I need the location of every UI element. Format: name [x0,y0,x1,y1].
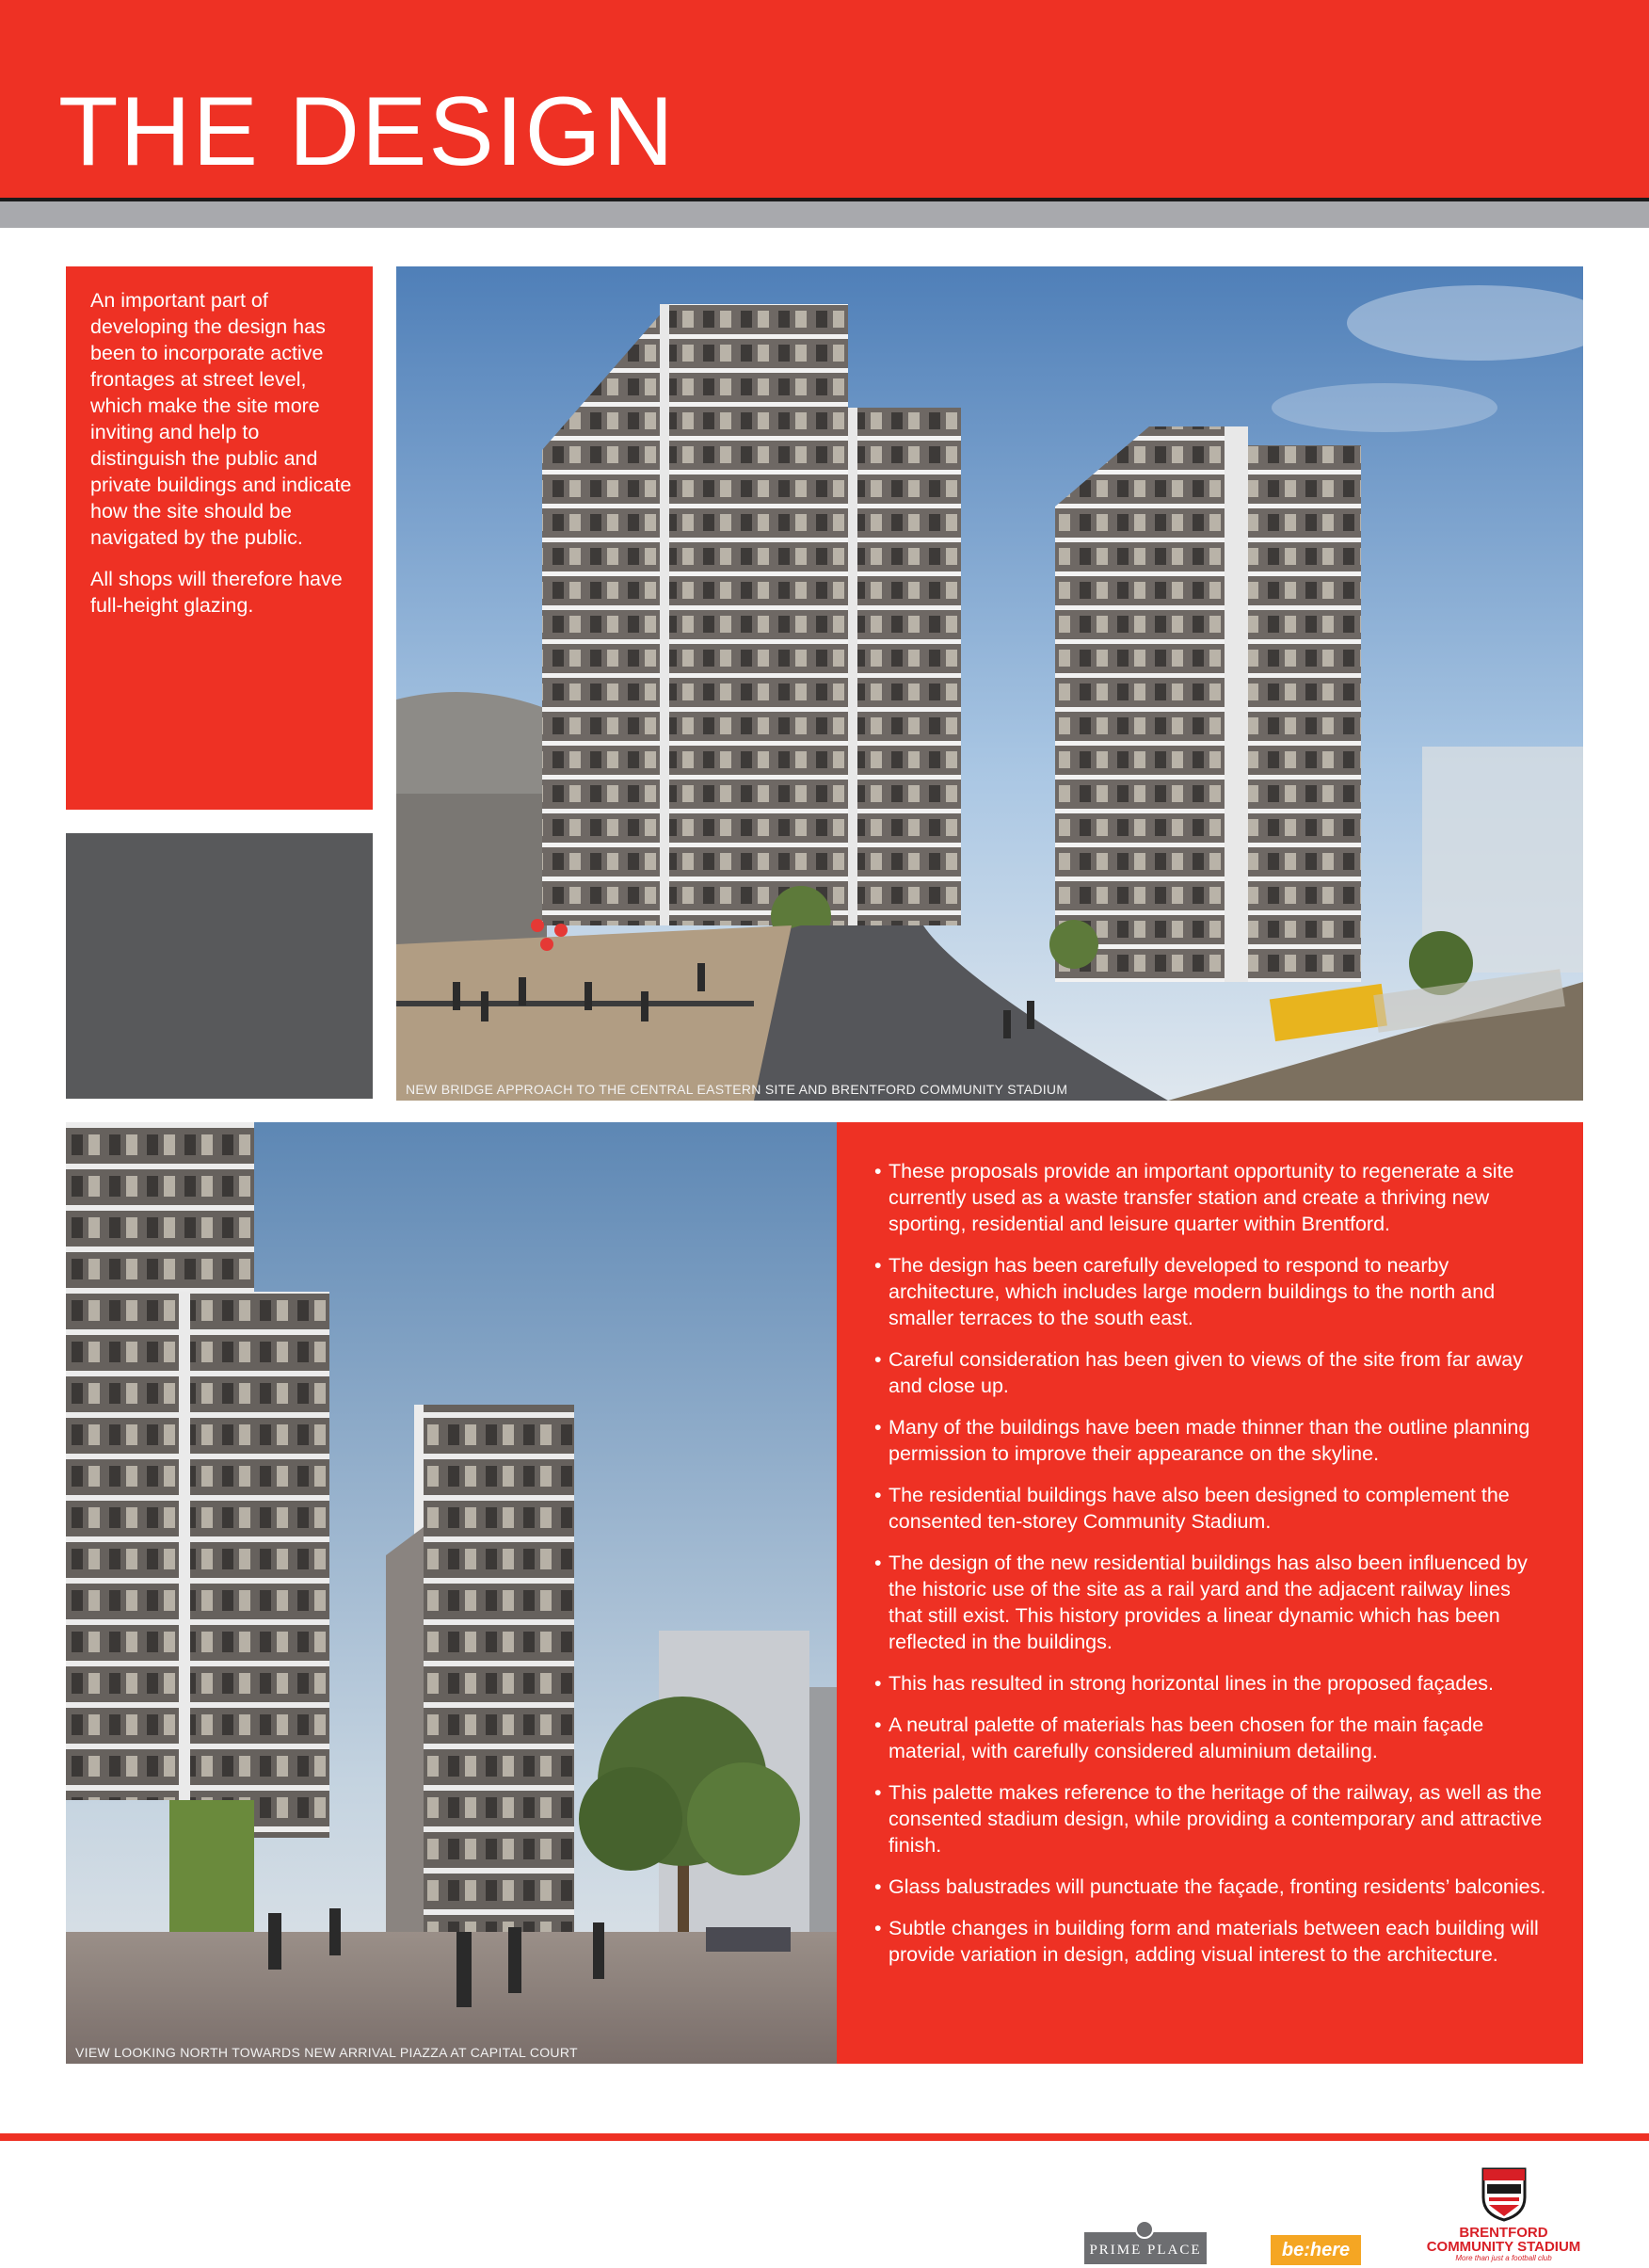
list-item: • The design of the new residential buildings has also been influenced by the historic use of the site as a rail yard and the adjacent railway lines that still exist. This history provides a linear dynamic which has been reflected in the buildings. [874,1550,1549,1655]
header-banner [0,0,1649,198]
list-item: • Many of the buildings have been made thinner than the outline planning permission to improve their appearance on the skyline. [874,1414,1549,1467]
prime-place-emblem-icon [1135,2220,1154,2239]
list-item: • A neutral palette of materials has been chosen for the main façade material, with carefully considered aluminium detailing. [874,1712,1549,1764]
intro-paragraph: An important part of developing the design has been to incorporate active frontages at street level, which make the site more inviting and help to distinguish the public and private buildings and indicate how the site should be navigated by the public. [90,289,352,549]
arrival-piazza-rendering [66,1122,837,2064]
list-item: • These proposals provide an important opportunity to regenerate a site currently used as a waste transfer station and create a thriving new sporting, residential and leisure quarter within Brentford. [874,1158,1549,1237]
list-item: • The residential buildings have also been designed to complement the consented ten-storey Community Stadium. [874,1482,1549,1535]
bridge-approach-rendering [396,266,1583,1101]
design-points-list [874,1158,1549,1968]
arrival-piazza-illustration [66,1122,837,2064]
intro-paragraph: All shops will therefore have full-height glazing. [90,568,343,617]
prime-place-logo-text: PRIME PLACE [1089,2243,1202,2258]
brentford-logo-name: BRENTFORD COMMUNITY STADIUM [1426,2225,1581,2255]
list-item: • The design has been carefully developed to respond to nearby architecture, which includes large modern buildings to the north and smaller terraces to the south east. [874,1252,1549,1331]
behere-logo [1271,2235,1361,2265]
list-item: • This palette makes reference to the heritage of the railway, as well as the consented stadium design, while providing a contemporary and attractive finish. [874,1779,1549,1858]
list-item: • This has resulted in strong horizontal lines in the proposed façades. [874,1670,1549,1697]
page-title: THE DESIGN [58,77,676,186]
footer-divider [0,2133,1649,2141]
intro-text-box [66,266,373,810]
grey-panel [66,833,373,1099]
image-caption: NEW BRIDGE APPROACH TO THE CENTRAL EASTERN SITE AND BRENTFORD COMMUNITY STADIUM [406,1082,1068,1097]
list-item: • Careful consideration has been given to views of the site from far away and close up. [874,1346,1549,1399]
brentford-logo-tagline: More than just a football club [1455,2254,1552,2262]
list-item: • Subtle changes in building form and materials between each building will provide variation in design, adding visual interest to the architecture. [874,1915,1549,1968]
behere-logo-text: be:here [1281,2240,1351,2260]
list-item: • Glass balustrades will punctuate the façade, fronting residents’ balconies. [874,1874,1549,1900]
bridge-approach-illustration [396,266,1583,1101]
prime-place-logo [1084,2232,1207,2264]
brentford-community-stadium-logo [1421,2165,1586,2264]
brentford-crest-icon [1480,2165,1529,2222]
image-caption: VIEW LOOKING NORTH TOWARDS NEW ARRIVAL PIAZZA AT CAPITAL COURT [75,2045,578,2060]
design-points-box [837,1122,1583,2064]
header-grey-band [0,201,1649,228]
